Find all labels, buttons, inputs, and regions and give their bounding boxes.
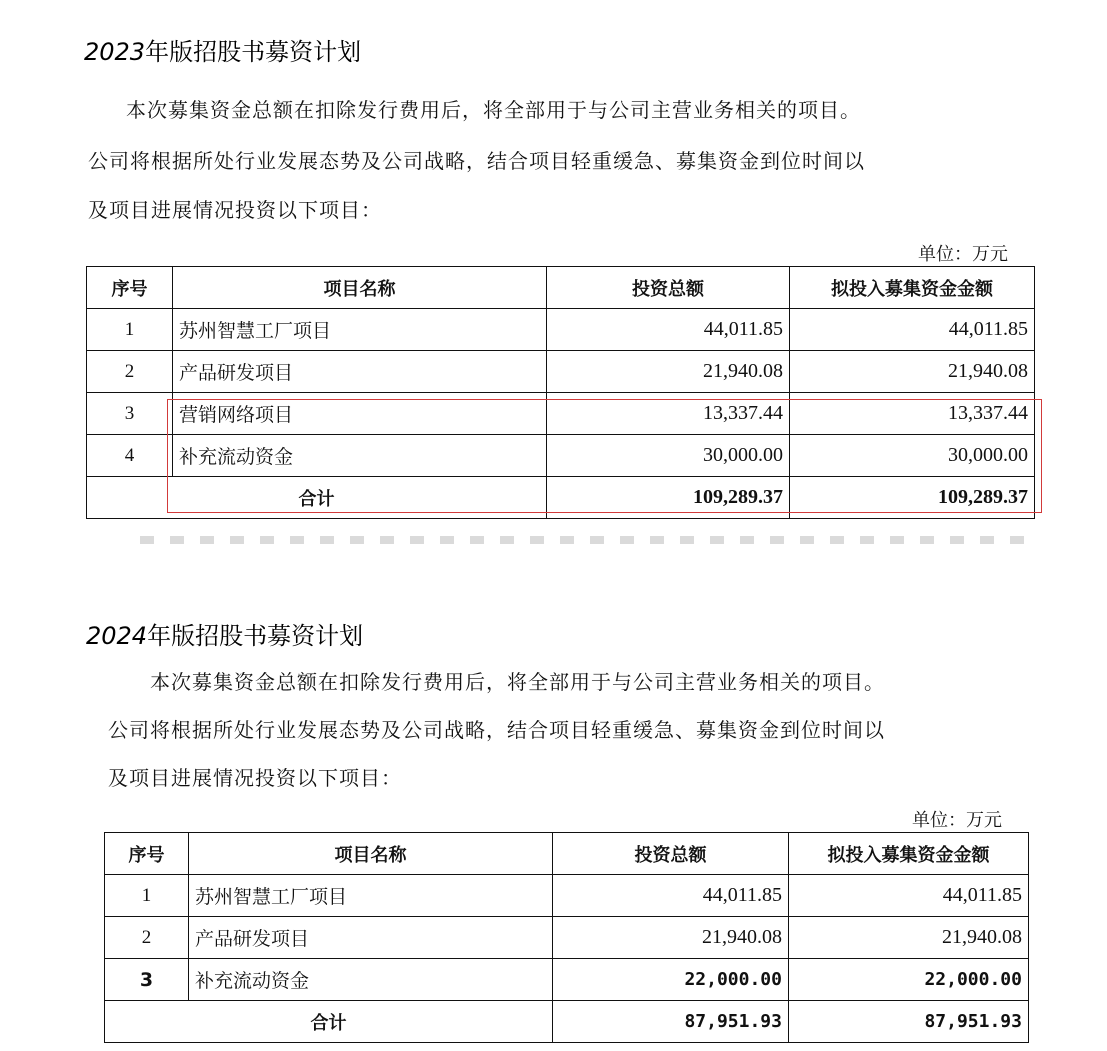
table-row bbox=[87, 309, 1035, 351]
raised-amount-sum: 87,951.93 bbox=[789, 1001, 1029, 1043]
section-2023-heading bbox=[84, 32, 361, 67]
project-name: 苏州智慧工厂项目 bbox=[173, 309, 547, 351]
raised-amount: 44,011.85 bbox=[790, 309, 1035, 351]
table-row bbox=[105, 959, 1029, 1001]
row-number: 3 bbox=[87, 393, 173, 435]
total-label: 合计 bbox=[105, 1001, 553, 1043]
row-number: 2 bbox=[87, 351, 173, 393]
investment-total: 21,940.08 bbox=[547, 351, 790, 393]
unit-label: 单位：万元 bbox=[912, 810, 1002, 831]
heading-title: 年版招股书募资计划 bbox=[145, 38, 362, 66]
investment-total: 44,011.85 bbox=[553, 875, 789, 917]
investment-total-sum: 109,289.37 bbox=[547, 477, 790, 519]
table-row bbox=[105, 875, 1029, 917]
project-name: 产品研发项目 bbox=[189, 917, 553, 959]
heading-year: 2023 bbox=[84, 38, 146, 66]
project-name: 补充流动资金 bbox=[173, 435, 547, 477]
row-number: 1 bbox=[87, 309, 173, 351]
table-header-row bbox=[87, 267, 1035, 309]
investment-total: 30,000.00 bbox=[547, 435, 790, 477]
fund-table-2024 bbox=[104, 832, 1029, 1043]
table-row bbox=[105, 917, 1029, 959]
section-2024-heading bbox=[86, 616, 363, 651]
highlight-box bbox=[167, 399, 1042, 513]
paragraph-line: 及项目进展情况投资以下项目： bbox=[88, 198, 382, 222]
raised-amount: 21,940.08 bbox=[789, 917, 1029, 959]
heading-year: 2024 bbox=[86, 622, 148, 650]
paragraph-line: 公司将根据所处行业发展态势及公司战略，结合项目轻重缓急、募集资金到位时间以 bbox=[88, 149, 865, 173]
paragraph-line: 本次募集资金总额在扣除发行费用后，将全部用于与公司主营业务相关的项目。 bbox=[150, 670, 885, 694]
raised-amount: 22,000.00 bbox=[789, 959, 1029, 1001]
heading-title: 年版招股书募资计划 bbox=[147, 622, 364, 650]
project-name: 产品研发项目 bbox=[173, 351, 547, 393]
header-cell: 序号 bbox=[87, 267, 173, 309]
total-label: 合计 bbox=[87, 477, 547, 519]
row-number: 3 bbox=[105, 959, 189, 1001]
table-header-row bbox=[105, 833, 1029, 875]
row-number: 1 bbox=[105, 875, 189, 917]
project-name: 营销网络项目 bbox=[173, 393, 547, 435]
project-name: 补充流动资金 bbox=[189, 959, 553, 1001]
investment-total: 21,940.08 bbox=[553, 917, 789, 959]
cropped-text-fragment bbox=[140, 536, 1030, 544]
unit-label: 单位：万元 bbox=[918, 244, 1008, 265]
investment-total-sum: 87,951.93 bbox=[553, 1001, 789, 1043]
header-cell: 拟投入募集资金金额 bbox=[790, 267, 1035, 309]
header-cell: 投资总额 bbox=[547, 267, 790, 309]
header-cell: 投资总额 bbox=[553, 833, 789, 875]
raised-amount: 21,940.08 bbox=[790, 351, 1035, 393]
paragraph-line: 及项目进展情况投资以下项目： bbox=[108, 766, 402, 790]
table-total-row bbox=[105, 1001, 1029, 1043]
row-number: 4 bbox=[87, 435, 173, 477]
table-row bbox=[87, 351, 1035, 393]
header-cell: 序号 bbox=[105, 833, 189, 875]
raised-amount: 30,000.00 bbox=[790, 435, 1035, 477]
raised-amount-sum: 109,289.37 bbox=[790, 477, 1035, 519]
investment-total: 22,000.00 bbox=[553, 959, 789, 1001]
investment-total: 13,337.44 bbox=[547, 393, 790, 435]
raised-amount: 44,011.85 bbox=[789, 875, 1029, 917]
header-cell: 拟投入募集资金金额 bbox=[789, 833, 1029, 875]
header-cell: 项目名称 bbox=[189, 833, 553, 875]
investment-total: 44,011.85 bbox=[547, 309, 790, 351]
paragraph-line: 本次募集资金总额在扣除发行费用后，将全部用于与公司主营业务相关的项目。 bbox=[126, 98, 861, 122]
header-cell: 项目名称 bbox=[173, 267, 547, 309]
raised-amount: 13,337.44 bbox=[790, 393, 1035, 435]
paragraph-line: 公司将根据所处行业发展态势及公司战略，结合项目轻重缓急、募集资金到位时间以 bbox=[108, 718, 885, 742]
project-name: 苏州智慧工厂项目 bbox=[189, 875, 553, 917]
row-number: 2 bbox=[105, 917, 189, 959]
